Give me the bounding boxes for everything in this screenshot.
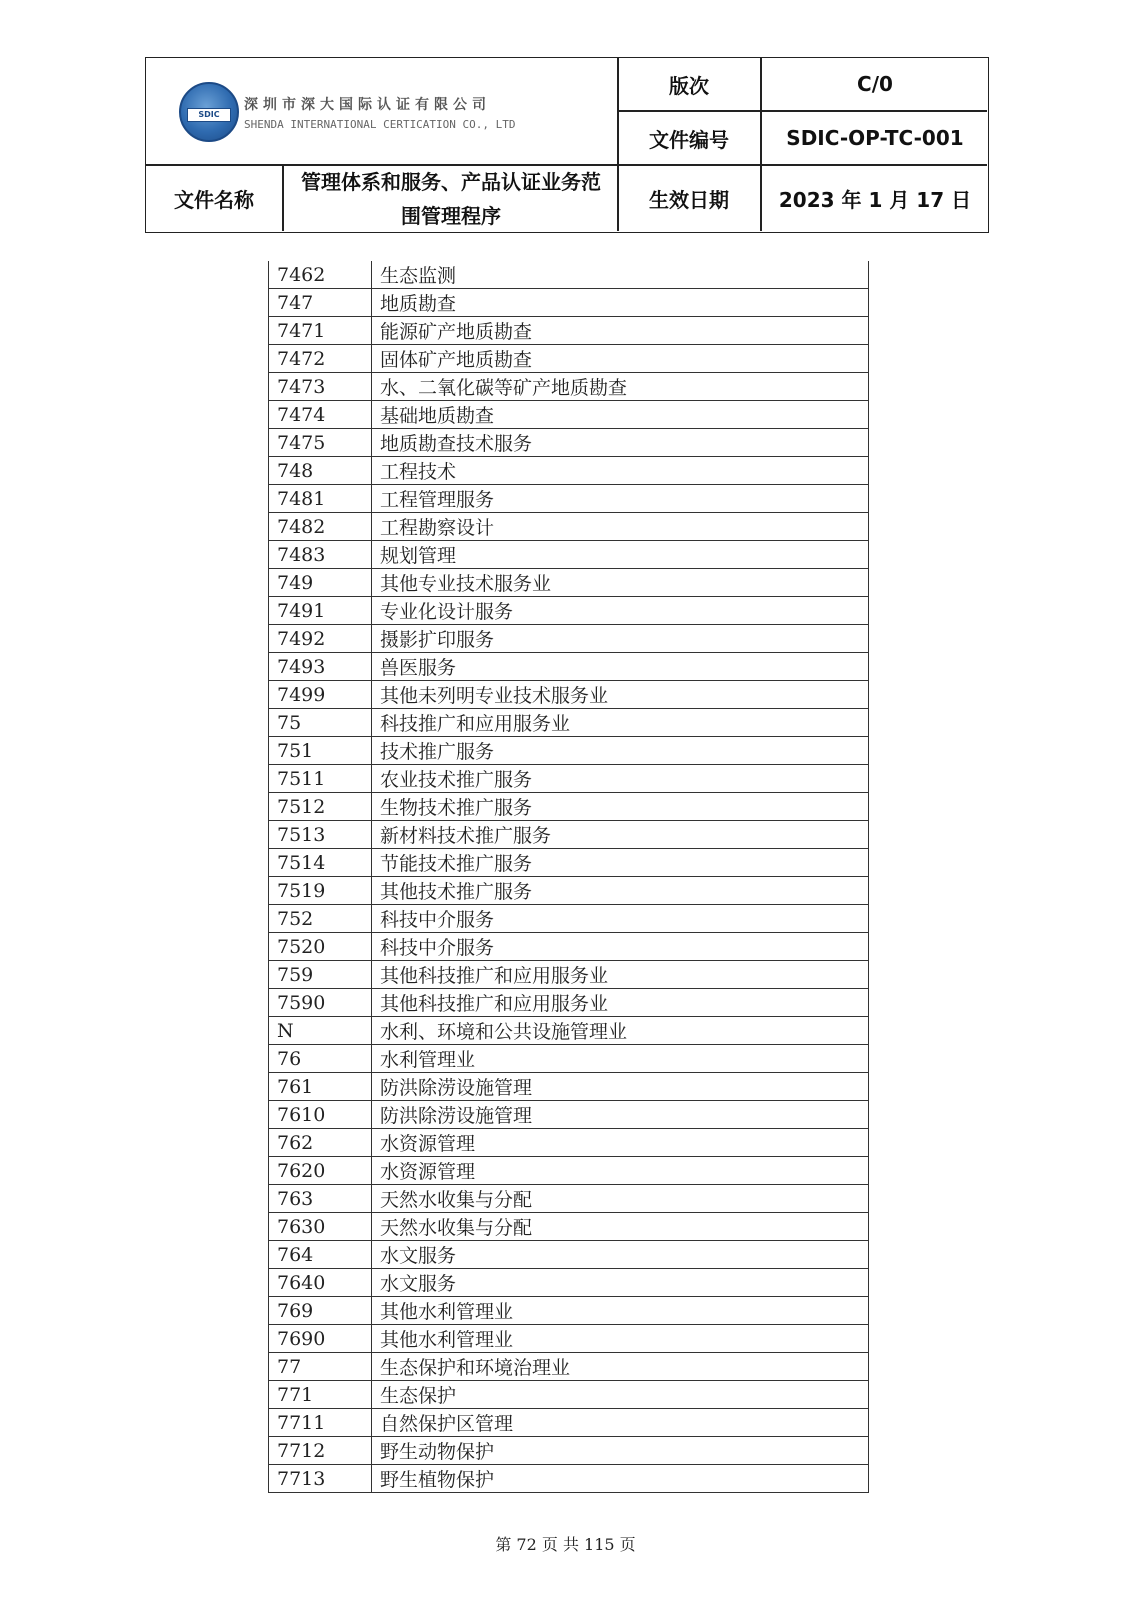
industry-code: 76 [269,1045,372,1073]
industry-name: 科技中介服务 [372,905,869,933]
industry-name: 水利管理业 [372,1045,869,1073]
divider [282,164,284,231]
industry-name: 野生动物保护 [372,1437,869,1465]
industry-name: 其他科技推广和应用服务业 [372,989,869,1017]
document-header [145,57,989,233]
industry-code: 762 [269,1129,372,1157]
table-row [269,737,869,765]
table-row [269,457,869,485]
table-row [269,961,869,989]
industry-code: 7475 [269,429,372,457]
table-row [269,793,869,821]
industry-name: 水资源管理 [372,1157,869,1185]
version-value: C/0 [857,72,893,96]
company-name-en: SHENDA INTERNATIONAL CERTICATION CO., LTD [244,118,516,131]
industry-code: 759 [269,961,372,989]
version-label: 版次 [669,73,709,98]
industry-name: 兽医服务 [372,653,869,681]
industry-code: 7483 [269,541,372,569]
table-row [269,989,869,1017]
table-row [269,1437,869,1465]
industry-name: 能源矿产地质勘查 [372,317,869,345]
industry-name: 水文服务 [372,1269,869,1297]
industry-code: 7512 [269,793,372,821]
table-row [269,1101,869,1129]
table-row [269,709,869,737]
table-row [269,1241,869,1269]
industry-name: 节能技术推广服务 [372,849,869,877]
industry-name: 生态保护和环境治理业 [372,1353,869,1381]
industry-code: 749 [269,569,372,597]
industry-code: 7590 [269,989,372,1017]
industry-name: 其他水利管理业 [372,1325,869,1353]
industry-name: 生物技术推广服务 [372,793,869,821]
table-row [269,681,869,709]
table-row [269,905,869,933]
industry-name: 其他技术推广服务 [372,877,869,905]
table-row [269,569,869,597]
industry-code: 77 [269,1353,372,1381]
industry-name: 野生植物保护 [372,1465,869,1493]
industry-name: 科技中介服务 [372,933,869,961]
table-row [269,1353,869,1381]
industry-code: 7481 [269,485,372,513]
table-row [269,1381,869,1409]
industry-code: 7620 [269,1157,372,1185]
industry-name: 其他水利管理业 [372,1297,869,1325]
industry-code: 7472 [269,345,372,373]
table-row [269,625,869,653]
industry-code: 761 [269,1073,372,1101]
doc-name-label: 文件名称 [174,188,254,212]
industry-code: 7610 [269,1101,372,1129]
industry-code: 7514 [269,849,372,877]
industry-name: 水资源管理 [372,1129,869,1157]
table-row [269,1297,869,1325]
table-row [269,401,869,429]
industry-name: 防洪除涝设施管理 [372,1073,869,1101]
industry-name: 水利、环境和公共设施管理业 [372,1017,869,1045]
industry-code: 752 [269,905,372,933]
table-row [269,1185,869,1213]
company-logo-icon [179,82,239,142]
industry-name: 固体矿产地质勘查 [372,345,869,373]
table-row [269,289,869,317]
doc-name-value: 管理体系和服务、产品认证业务范围管理程序 [301,169,601,228]
industry-name: 工程技术 [372,457,869,485]
table-row [269,345,869,373]
industry-code: 7511 [269,765,372,793]
industry-name: 地质勘查 [372,289,869,317]
page-number: 第 72 页 共 115 页 [495,1535,636,1554]
industry-name: 其他科技推广和应用服务业 [372,961,869,989]
table-row [269,1409,869,1437]
industry-code: 7474 [269,401,372,429]
table-row [269,1073,869,1101]
industry-name: 地质勘查技术服务 [372,429,869,457]
industry-name: 工程管理服务 [372,485,869,513]
table-row [269,373,869,401]
table-row [269,653,869,681]
industry-code: 7713 [269,1465,372,1493]
industry-code: 769 [269,1297,372,1325]
industry-name: 水文服务 [372,1241,869,1269]
industry-name: 工程勘察设计 [372,513,869,541]
table-row [269,513,869,541]
industry-code: 75 [269,709,372,737]
table-row [269,1465,869,1493]
industry-code: 7473 [269,373,372,401]
industry-code: 7640 [269,1269,372,1297]
industry-code: 7493 [269,653,372,681]
industry-code: 7482 [269,513,372,541]
table-row [269,317,869,345]
table-row [269,821,869,849]
table-row [269,849,869,877]
table-row [269,1129,869,1157]
industry-code: 7711 [269,1409,372,1437]
industry-code: 7630 [269,1213,372,1241]
industry-code: 7499 [269,681,372,709]
industry-name: 规划管理 [372,541,869,569]
industry-code: 764 [269,1241,372,1269]
table-row [269,1157,869,1185]
industry-code: N [269,1017,372,1045]
table-row [269,597,869,625]
industry-name: 技术推广服务 [372,737,869,765]
industry-name: 摄影扩印服务 [372,625,869,653]
industry-name: 防洪除涝设施管理 [372,1101,869,1129]
doc-no-label: 文件编号 [649,127,729,152]
industry-code: 7491 [269,597,372,625]
industry-name: 天然水收集与分配 [372,1185,869,1213]
industry-code: 748 [269,457,372,485]
table-row [269,1269,869,1297]
industry-name: 生态监测 [372,261,869,289]
industry-name: 专业化设计服务 [372,597,869,625]
industry-name: 其他专业技术服务业 [372,569,869,597]
industry-code: 771 [269,1381,372,1409]
table-row [269,933,869,961]
effective-date-value: 2023 年 1 月 17 日 [778,188,972,212]
industry-name: 自然保护区管理 [372,1409,869,1437]
table-row [269,877,869,905]
company-logo-area [146,58,618,164]
table-row [269,261,869,289]
table-row [269,429,869,457]
effective-date-label: 生效日期 [649,188,729,212]
industry-name: 水、二氧化碳等矿产地质勘查 [372,373,869,401]
table-row [269,1017,869,1045]
industry-name: 科技推广和应用服务业 [372,709,869,737]
logo-text: SDIC [187,108,231,122]
company-name-cn: 深圳市深大国际认证有限公司 [244,97,491,113]
industry-name: 天然水收集与分配 [372,1213,869,1241]
table-row [269,765,869,793]
industry-name: 基础地质勘查 [372,401,869,429]
industry-name: 生态保护 [372,1381,869,1409]
industry-code-table [268,261,869,1493]
industry-code: 7471 [269,317,372,345]
industry-code: 7520 [269,933,372,961]
industry-name: 新材料技术推广服务 [372,821,869,849]
industry-code: 747 [269,289,372,317]
industry-name: 其他未列明专业技术服务业 [372,681,869,709]
industry-code: 763 [269,1185,372,1213]
industry-code: 751 [269,737,372,765]
industry-name: 农业技术推广服务 [372,765,869,793]
table-row [269,1045,869,1073]
table-row [269,541,869,569]
industry-code: 7492 [269,625,372,653]
industry-code: 7462 [269,261,372,289]
industry-code: 7690 [269,1325,372,1353]
table-row [269,1325,869,1353]
industry-code: 7513 [269,821,372,849]
table-row [269,485,869,513]
industry-code: 7519 [269,877,372,905]
doc-no-value: SDIC-OP-TC-001 [786,126,964,150]
industry-code: 7712 [269,1437,372,1465]
table-row [269,1213,869,1241]
